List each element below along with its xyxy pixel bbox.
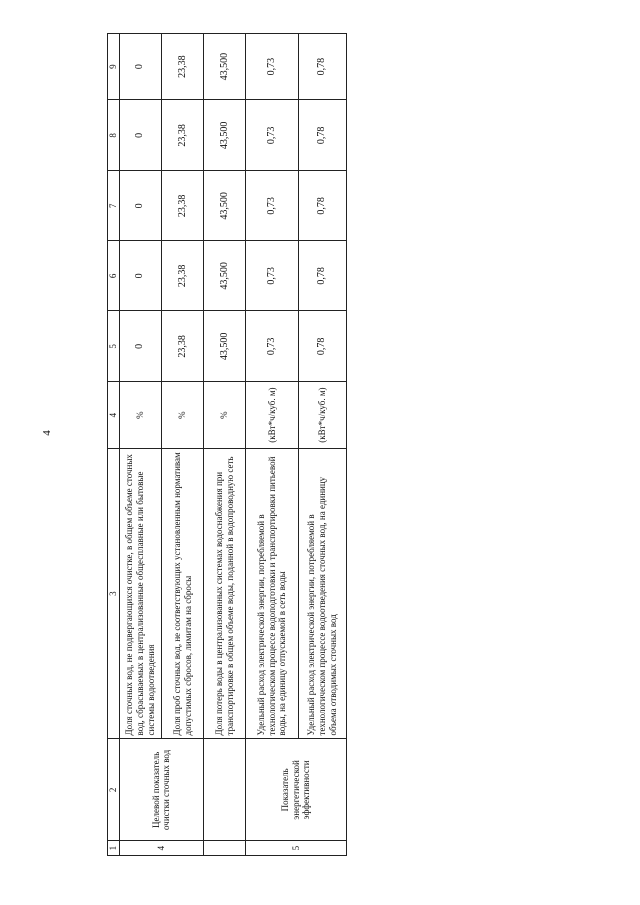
value-cell: 0,73 <box>246 311 298 382</box>
value-cell: 0 <box>119 171 161 241</box>
value-cell: 0,73 <box>246 171 298 241</box>
value-cell: 43,500 <box>204 171 246 241</box>
row-description: Доля сточных вод, не подвергающихся очистке, в общем объеме сточных вод, сбрасываемых в централизованные общесплавные или бытовые системы водоотведения <box>119 448 161 739</box>
group-number: 5 <box>246 841 347 856</box>
group-category <box>204 739 246 841</box>
table-wrapper <box>107 33 347 856</box>
value-cell: 23,38 <box>161 100 203 171</box>
header-row <box>108 34 120 856</box>
header-cell: 2 <box>108 739 120 841</box>
row-unit: % <box>119 382 161 448</box>
value-cell: 0,73 <box>246 241 298 311</box>
value-cell: 0,78 <box>298 241 346 311</box>
value-cell: 43,500 <box>204 311 246 382</box>
row-description: Удельный расход электрической энергии, потребляемой в технологическом процессе водоподготовки и транспортировки питьевой воды, на единицу отпускаемой в сеть воды <box>246 448 298 739</box>
header-cell: 7 <box>108 171 120 241</box>
row-unit: % <box>204 382 246 448</box>
value-cell: 0,78 <box>298 100 346 171</box>
row-description: Удельный расход электрической энергии, потребляемой в технологическом процессе водоотведения сточных вод, на единицу объема отводимых сточных вод <box>298 448 346 739</box>
table-row <box>204 34 246 856</box>
value-cell: 0,78 <box>298 34 346 100</box>
value-cell: 23,38 <box>161 241 203 311</box>
row-unit: % <box>161 382 203 448</box>
value-cell: 0,73 <box>246 34 298 100</box>
value-cell: 0 <box>119 311 161 382</box>
table-row <box>161 34 203 856</box>
value-cell: 43,500 <box>204 34 246 100</box>
value-cell: 0,73 <box>246 100 298 171</box>
group-number <box>204 841 246 856</box>
value-cell: 43,500 <box>204 241 246 311</box>
value-cell: 43,500 <box>204 100 246 171</box>
header-cell: 9 <box>108 34 120 100</box>
row-description: Доля проб сточных вод, не соответствующих установленным нормативам допустимых сбросов, лимитам на сбросы <box>161 448 203 739</box>
value-cell: 23,38 <box>161 34 203 100</box>
header-cell: 6 <box>108 241 120 311</box>
value-cell: 0 <box>119 34 161 100</box>
header-cell: 5 <box>108 311 120 382</box>
table-row <box>119 34 161 856</box>
table-row <box>298 34 346 856</box>
header-cell: 3 <box>108 448 120 739</box>
table-row <box>246 34 298 856</box>
value-cell: 0,78 <box>298 311 346 382</box>
rotated-table-container <box>107 33 347 856</box>
row-unit: (кВт*ч/куб. м) <box>246 382 298 448</box>
value-cell: 23,38 <box>161 171 203 241</box>
group-category: Целевой показатель очистки сточных вод <box>119 739 203 841</box>
header-cell: 4 <box>108 382 120 448</box>
indicators-table <box>107 33 347 856</box>
value-cell: 23,38 <box>161 311 203 382</box>
value-cell: 0,78 <box>298 171 346 241</box>
row-description: Доля потерь воды в централизованных системах водоснабжения при транспортировке в общем объеме воды, поданной в водопроводную сеть <box>204 448 246 739</box>
group-number: 4 <box>119 841 203 856</box>
value-cell: 0 <box>119 241 161 311</box>
header-cell: 1 <box>108 841 120 856</box>
header-cell: 8 <box>108 100 120 171</box>
group-category: Показатель энергетической эффективности <box>246 739 347 841</box>
value-cell: 0 <box>119 100 161 171</box>
row-unit: (кВт*ч/куб. м) <box>298 382 346 448</box>
page-number: 4 <box>41 430 53 436</box>
